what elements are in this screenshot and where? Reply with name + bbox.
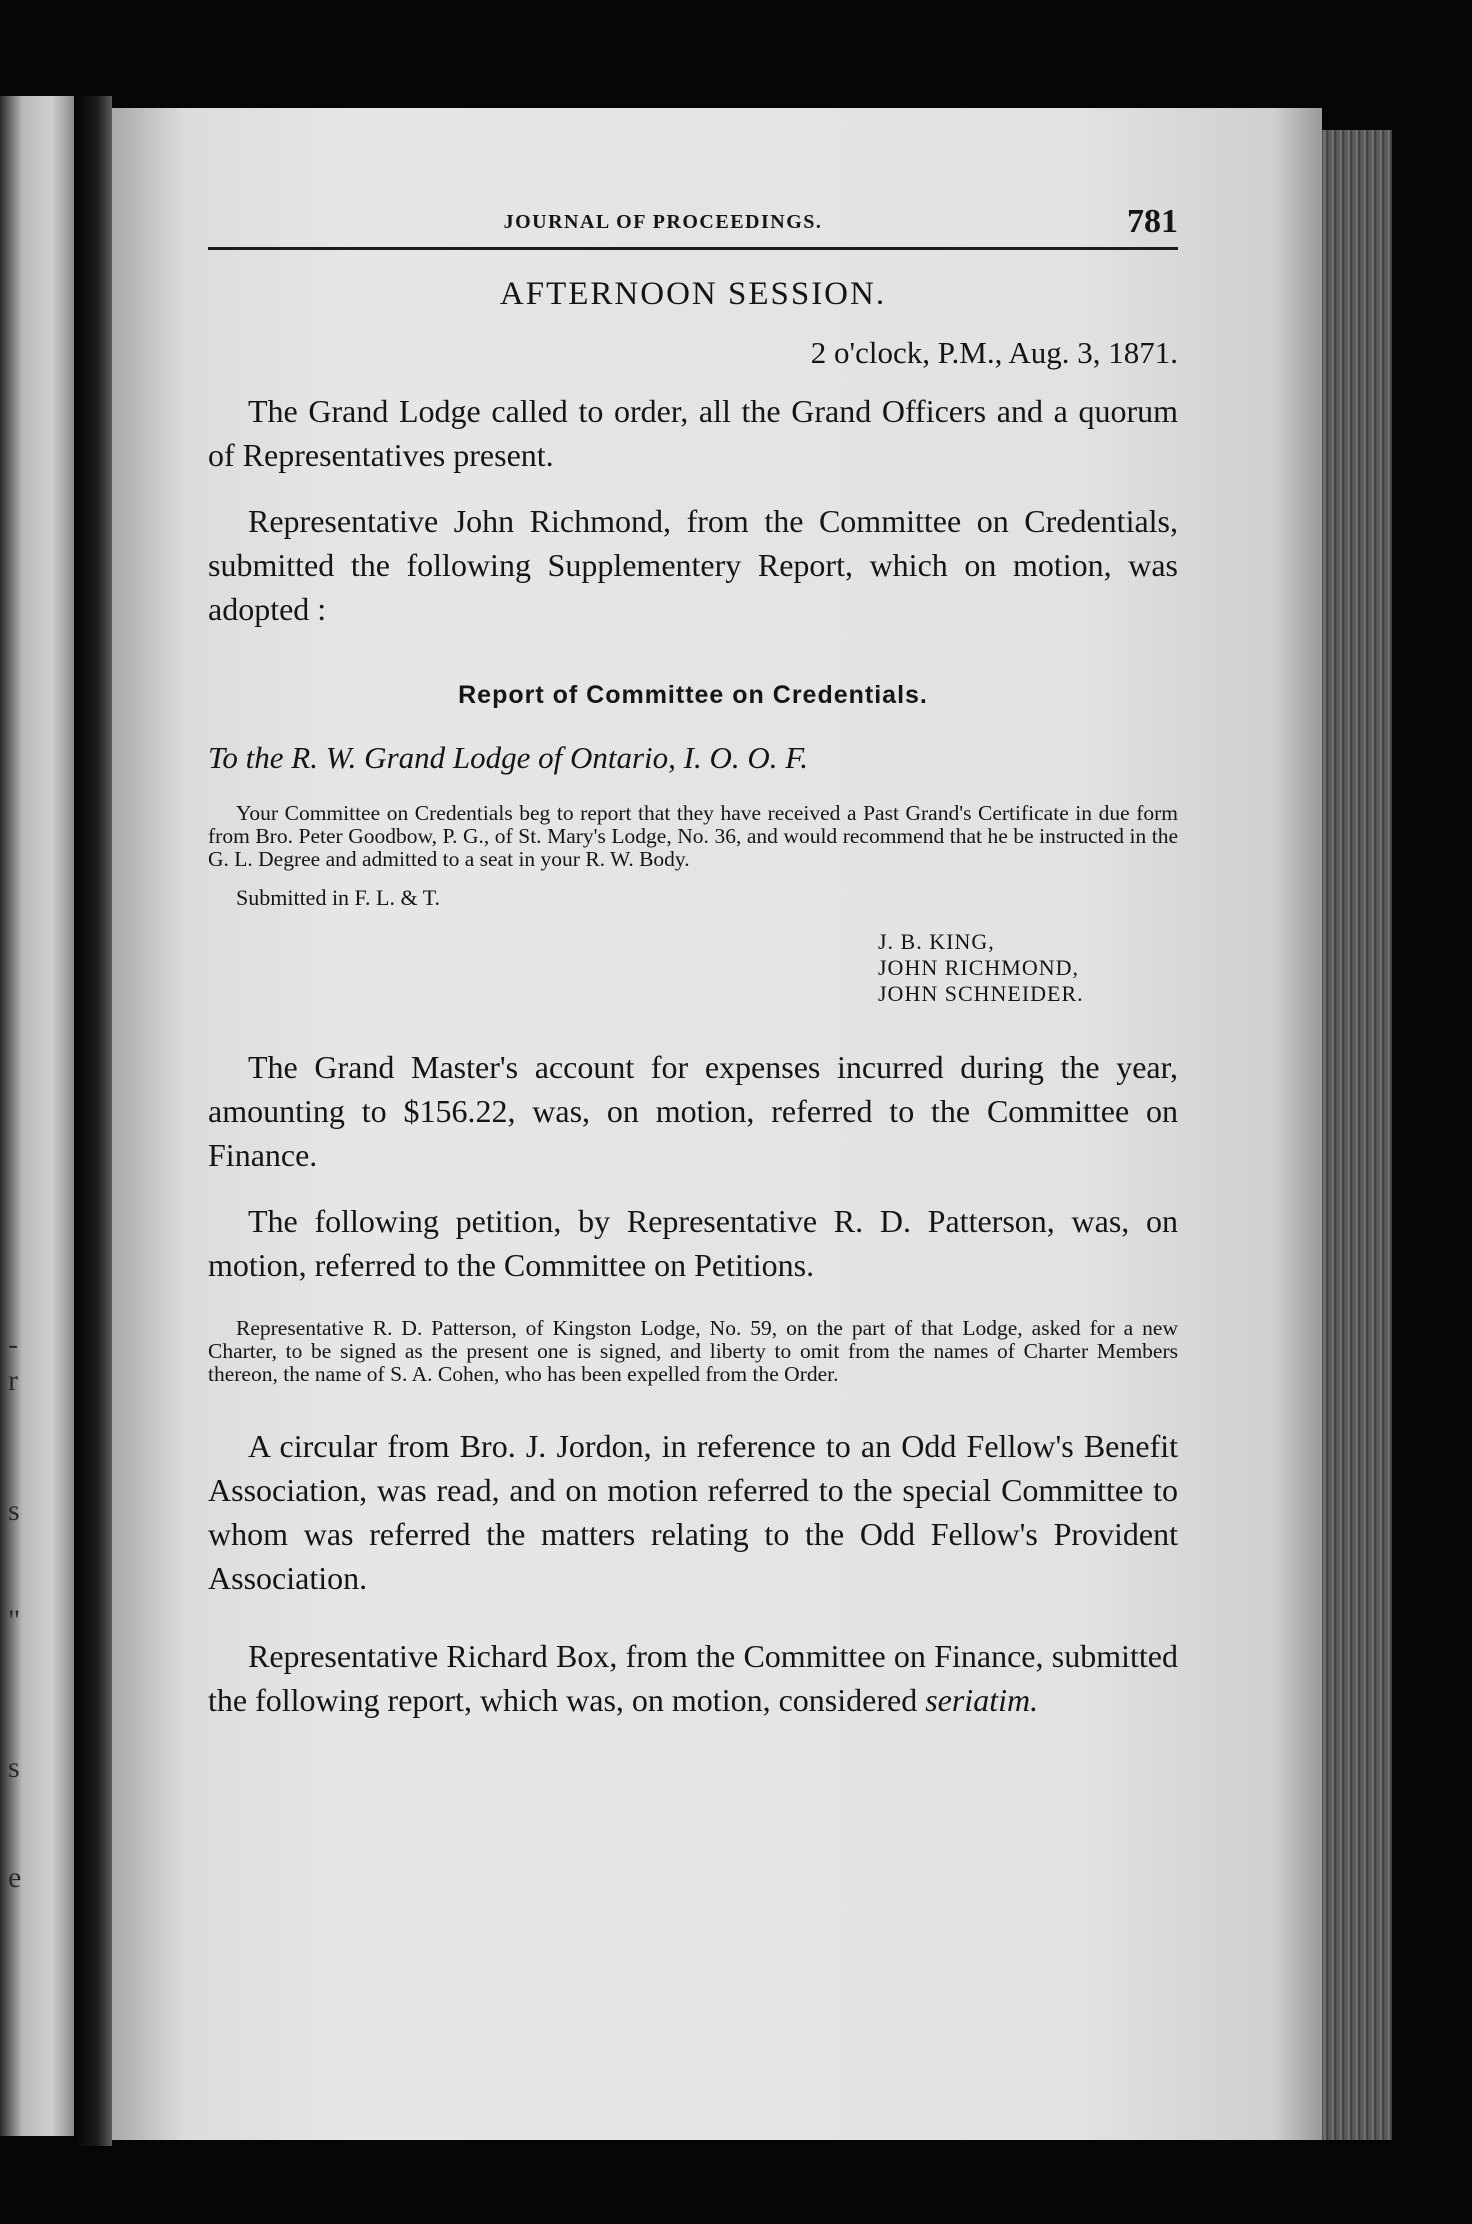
book-gutter (74, 96, 112, 2146)
paragraph-grand-master-expenses: The Grand Master's account for expenses incurred during the year, amounting to $156.22, was, on motion, referred to the Committee on Finance. (208, 1049, 1178, 1173)
document-page (112, 108, 1322, 2140)
petition-text: Representative R. D. Patterson, of Kingston Lodge, No. 59, on the part of that Lodge, asked for a new Charter, to be signed as the present one is signed, and liberty to omit from the names of Charter Members thereon, the name of S. A. Cohen, who has been expelled from the Order. (208, 1316, 1178, 1386)
report-submitted-line: Submitted in F. L. & T. (236, 885, 440, 910)
seriatim-text: seriatim. (925, 1682, 1039, 1718)
paragraph-finance-report (208, 1634, 1178, 1722)
signatory: JOHN SCHNEIDER. (878, 981, 1084, 1006)
page-content (208, 203, 1178, 1722)
report-body: Your Committee on Credentials beg to report that they have received a Past Grand's Certificate in due form from Bro. Peter Goodbow, P. G., of St. Mary's Lodge, No. 36, and would recommend that he be instructed in the G. L. Degree and admitted to a seat in your R. W. Body. (208, 801, 1178, 871)
margin-fragment: s (8, 1751, 20, 1784)
signatory: JOHN RICHMOND, (878, 955, 1080, 980)
report-signatures (878, 929, 1178, 1007)
margin-fragment: e (8, 1861, 22, 1894)
page-header (208, 203, 1178, 247)
facing-page-edge (0, 96, 74, 2136)
dateline: 2 o'clock, P.M., Aug. 3, 1871. (810, 335, 1178, 370)
margin-fragment: - (8, 1328, 18, 1361)
paragraph-circular: A circular from Bro. J. Jordon, in reference to an Odd Fellow's Benefit Association, was read, and on motion referred to the special Committee to whom was referred the matters relating to the Odd Fellow's Provident Association. (208, 1428, 1178, 1596)
header-rule (208, 247, 1178, 250)
signatory: J. B. KING, (878, 929, 995, 954)
margin-fragment: r (8, 1364, 18, 1397)
margin-fragment: " (8, 1604, 21, 1637)
paragraph-petition-referral: The following petition, by Representative R. D. Patterson, was, on motion, referred to the Committee on Petitions. (208, 1203, 1178, 1283)
finance-report-text: Representative Richard Box, from the Committee on Finance, submitted the following report, which was, on motion, considered (208, 1638, 1178, 1718)
paragraph-credentials-motion: Representative John Richmond, from the Committee on Credentials, submitted the following Supplementery Report, which on motion, was adopted : (208, 503, 1178, 627)
page-number: 781 (1127, 203, 1178, 240)
paragraph-call-to-order: The Grand Lodge called to order, all the Grand Officers and a quorum of Representatives present. (208, 393, 1178, 473)
report-title: Report of Committee on Credentials. (458, 681, 928, 709)
session-title: AFTERNOON SESSION. (499, 276, 887, 312)
page-edges (1322, 130, 1392, 2140)
running-head: JOURNAL OF PROCEEDINGS. (503, 211, 823, 233)
margin-fragment: s (8, 1494, 20, 1527)
report-salutation: To the R. W. Grand Lodge of Ontario, I. O. O. F. (208, 740, 808, 775)
